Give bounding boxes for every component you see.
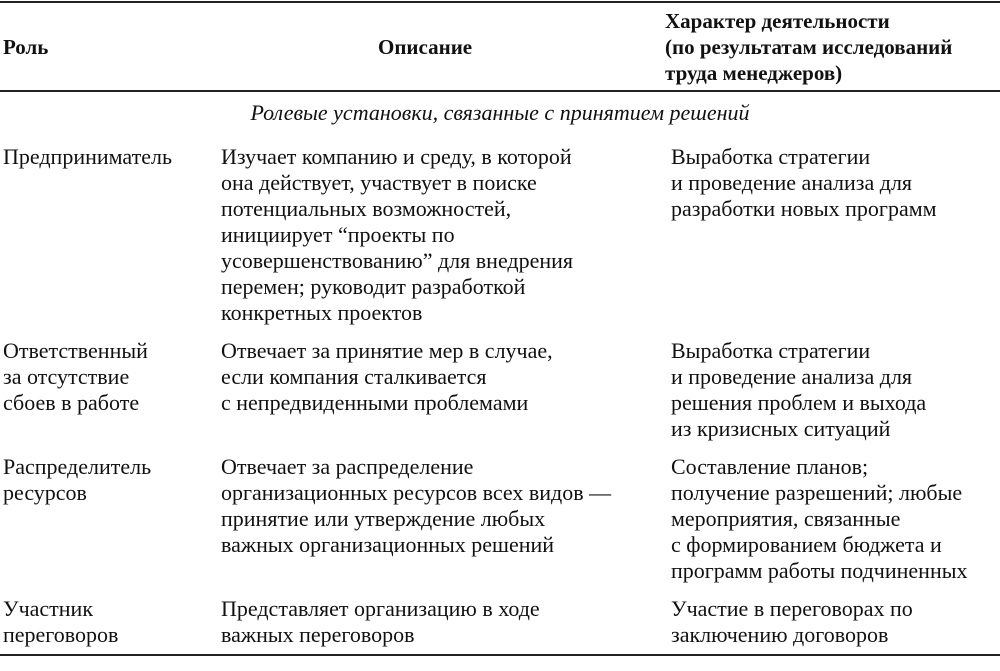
activity-line: с формированием бюджета и <box>671 532 942 557</box>
description-line: перемен; руководит разработкой <box>221 274 526 299</box>
description-line: она действует, участвует в поиске <box>221 170 537 195</box>
activity-line: и проведение анализа для <box>671 170 913 195</box>
cell-activity <box>671 454 1000 596</box>
role-line: Участник <box>3 596 94 621</box>
cell-activity <box>671 144 1000 338</box>
cell-role <box>0 596 221 654</box>
description-line: Отвечает за принятие мер в случае, <box>221 338 553 363</box>
header-description: Описание <box>378 34 473 59</box>
description-line: организационных ресурсов всех видов — <box>221 480 612 505</box>
description-line: Изучает компанию и среду, в которой <box>221 144 572 169</box>
role-line: за отсутствие <box>3 364 130 389</box>
role-line: Предприниматель <box>3 144 173 169</box>
header-role: Роль <box>3 34 49 59</box>
role-line: сбоев в работе <box>3 390 140 415</box>
bottom-rule <box>0 654 1000 656</box>
role-line: Ответственный <box>3 338 148 363</box>
description-line: важных организационных решений <box>221 532 555 557</box>
cell-role <box>0 144 221 338</box>
activity-line: Составление планов; <box>671 454 869 479</box>
activity-line: из кризисных ситуаций <box>671 416 891 441</box>
description-line: инициирует “проекты по <box>221 222 455 247</box>
table-row <box>0 338 1000 454</box>
activity-line: заключению договоров <box>671 622 889 647</box>
activity-line: и проведение анализа для <box>671 364 913 389</box>
role-line: переговоров <box>3 622 119 647</box>
activity-line: получение разрешений; любые <box>671 480 963 505</box>
header-activity-line: труда менеджеров) <box>665 60 843 85</box>
table-body <box>0 144 1000 654</box>
cell-description <box>221 338 671 454</box>
description-line: потенциальных возможностей, <box>221 196 512 221</box>
activity-line: программ работы подчиненных <box>671 558 968 583</box>
table-header <box>0 3 1000 90</box>
header-activity-line: Характер деятельности <box>665 8 890 33</box>
table-row <box>0 144 1000 338</box>
cell-activity <box>671 596 1000 654</box>
cell-role <box>0 338 221 454</box>
activity-line: Выработка стратегии <box>671 144 871 169</box>
cell-description <box>221 454 671 596</box>
activity-line: разработки новых программ <box>671 196 937 221</box>
table-row <box>0 596 1000 654</box>
header-activity <box>665 8 1000 86</box>
activity-line: мероприятия, связанные <box>671 506 901 531</box>
role-line: Распределитель <box>3 454 152 479</box>
description-line: принятие или утверждение любых <box>221 506 546 531</box>
activity-line: Выработка стратегии <box>671 338 871 363</box>
description-line: Отвечает за распределение <box>221 454 474 479</box>
role-line: ресурсов <box>3 480 87 505</box>
activity-line: Участие в переговорах по <box>671 596 913 621</box>
header-activity-line: (по результатам исследований <box>665 34 953 59</box>
description-line: Представляет организацию в ходе <box>221 596 540 621</box>
description-line: усовершенствованию” для внедрения <box>221 248 574 273</box>
group-title: Ролевые установки, связанные с принятием решений <box>250 100 750 125</box>
cell-description <box>221 144 671 338</box>
description-line: с непредвиденными проблемами <box>221 390 529 415</box>
description-line: если компания сталкивается <box>221 364 487 389</box>
activity-line: решения проблем и выхода <box>671 390 927 415</box>
description-line: важных переговоров <box>221 622 415 647</box>
description-line: конкретных проектов <box>221 300 423 325</box>
cell-activity <box>671 338 1000 454</box>
cell-description <box>221 596 671 654</box>
table-row <box>0 454 1000 596</box>
cell-role <box>0 454 221 596</box>
